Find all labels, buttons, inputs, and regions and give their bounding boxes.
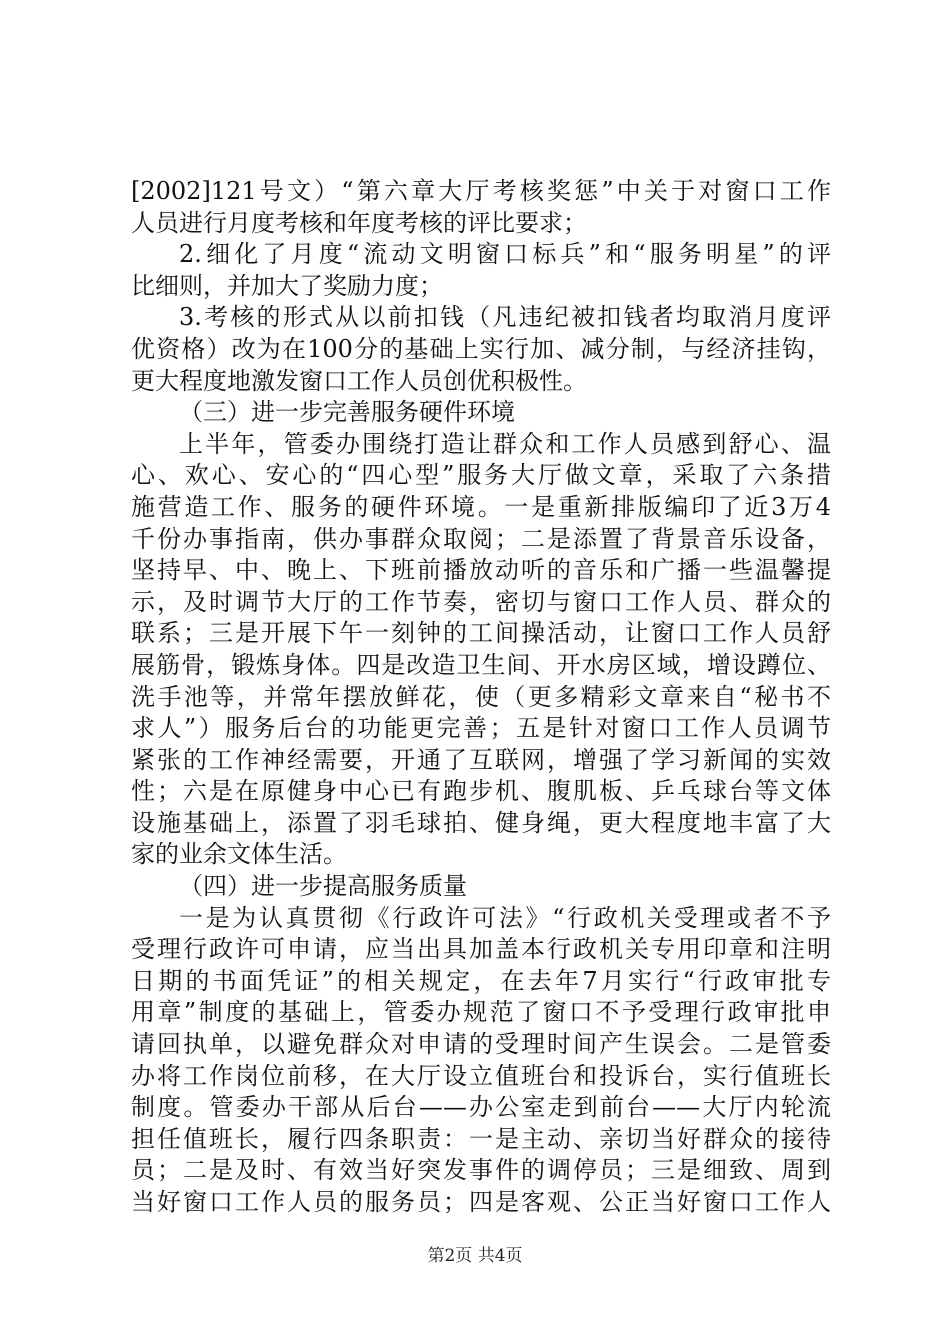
text-line: 更大程度地激发窗口工作人员创优积极性。: [131, 366, 587, 395]
page-footer: 第2页 共4页: [427, 1246, 523, 1266]
text-line: 联系；三是开展下午一刻钟的工间操活动，让窗口工作人员舒: [131, 619, 831, 648]
text-line: 家的业余文体生活。: [131, 840, 347, 869]
text-line: 展筋骨，锻炼身体。四是改造卫生间、开水房区域，增设蹲位、: [131, 650, 831, 679]
section-heading: （四）进一步提高服务质量: [179, 872, 467, 901]
text-line: 施营造工作、服务的硬件环境。一是重新排版编印了近3万4: [131, 492, 831, 521]
text-line: 设施基础上，添置了羽毛球拍、健身绳，更大程度地丰富了大: [131, 808, 831, 837]
text-line: 上半年，管委办围绕打造让群众和工作人员感到舒心、温: [179, 429, 831, 458]
text-line: 请回执单，以避免群众对申请的受理时间产生误会。二是管委: [131, 1030, 831, 1059]
body-text: [131, 176, 831, 1219]
text-line: 坚持早、中、晚上、下班前播放动听的音乐和广播一些温馨提: [131, 556, 831, 585]
text-line: 示，及时调节大厅的工作节奏，密切与窗口工作人员、群众的: [131, 587, 831, 616]
text-line: 千份办事指南，供办事群众取阅；二是添置了背景音乐设备，: [131, 524, 831, 553]
text-line: 人员进行月度考核和年度考核的评比要求；: [131, 208, 587, 237]
text-line: 求人”）服务后台的功能更完善；五是针对窗口工作人员调节: [131, 714, 831, 743]
text-line: 受理行政许可申请，应当出具加盖本行政机关专用印章和注明: [131, 935, 831, 964]
text-line: 一是为认真贯彻《行政许可法》“行政机关受理或者不予: [179, 903, 831, 932]
text-line: 日期的书面凭证”的相关规定，在去年7月实行“行政审批专: [131, 966, 831, 995]
text-line: 3.考核的形式从以前扣钱（凡违纪被扣钱者均取消月度评: [179, 303, 831, 332]
text-line: 制度。管委办干部从后台——办公室走到前台——大厅内轮流: [131, 1093, 831, 1122]
text-line: 心、欢心、安心的“四心型”服务大厅做文章，采取了六条措: [131, 461, 831, 490]
text-line: 紧张的工作神经需要，开通了互联网，增强了学习新闻的实效: [131, 745, 831, 774]
text-line: 洗手池等，并常年摆放鲜花，使（更多精彩文章来自“秘书不: [131, 682, 831, 711]
section-heading: （三）进一步完善服务硬件环境: [179, 398, 515, 427]
text-line: 比细则，并加大了奖励力度；: [131, 271, 443, 300]
text-line: 用章”制度的基础上，管委办规范了窗口不予受理行政审批申: [131, 998, 831, 1027]
text-line: 性；六是在原健身中心已有跑步机、腹肌板、乒乓球台等文体: [131, 777, 831, 806]
text-line: 办将工作岗位前移，在大厅设立值班台和投诉台，实行值班长: [131, 1061, 831, 1090]
text-line: 优资格）改为在100分的基础上实行加、减分制，与经济挂钩，: [131, 334, 831, 363]
text-line: 员；二是及时、有效当好突发事件的调停员；三是细致、周到: [131, 1156, 831, 1185]
text-line: 2.细化了月度“流动文明窗口标兵”和“服务明星”的评: [179, 240, 831, 269]
text-line: [2002]121号文）“第六章大厅考核奖惩”中关于对窗口工作: [131, 177, 831, 205]
text-line: 当好窗口工作人员的服务员；四是客观、公正当好窗口工作人: [131, 1188, 831, 1216]
text-line: 担任值班长，履行四条职责：一是主动、亲切当好群众的接待: [131, 1124, 831, 1153]
